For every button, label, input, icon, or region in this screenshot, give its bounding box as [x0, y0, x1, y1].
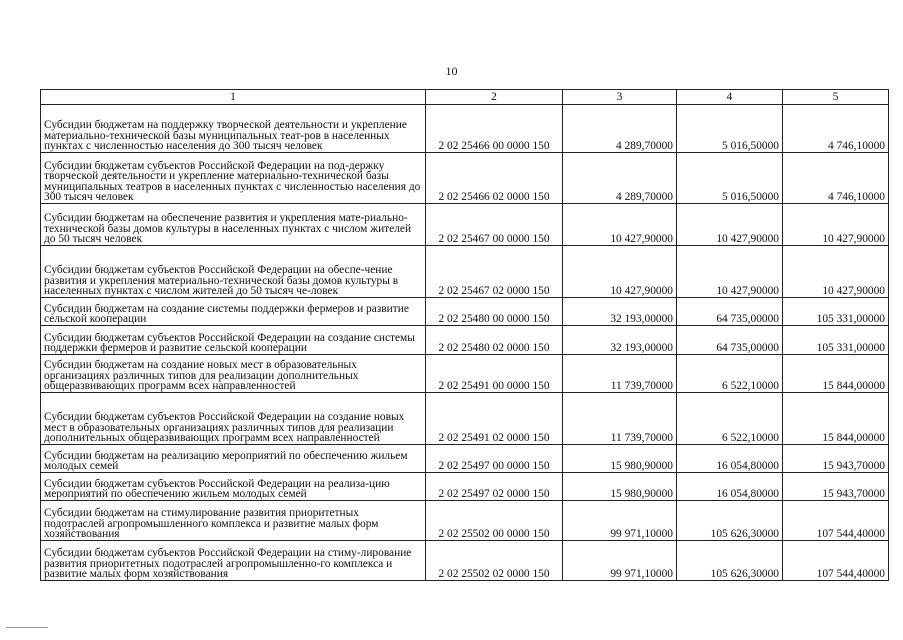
- row-name: Субсидии бюджетам субъектов Российской Федерации на стиму-лирование развития приоритетных подотраслей агропромышленно-го комплекса и развитие малых форм хозяйствования: [41, 541, 426, 581]
- header-row: [41, 90, 889, 105]
- row-code: 2 02 25497 00 0000 150: [426, 445, 563, 473]
- header-col-5: 5: [783, 90, 889, 105]
- row-code: 2 02 25491 02 0000 150: [426, 393, 563, 445]
- row-value-4: 5 016,50000: [677, 153, 783, 204]
- row-value-5: 107 544,40000: [783, 541, 889, 581]
- row-value-4: 105 626,30000: [677, 541, 783, 581]
- row-value-3: 4 289,70000: [563, 105, 677, 153]
- row-name: Субсидии бюджетам на обеспечение развития и укрепления мате-риально-технической базы домов культуры в населенных пунктах с числом жителей до 50 тысяч человек: [41, 204, 426, 246]
- header-col-2: 2: [426, 90, 563, 105]
- row-value-4: 5 016,50000: [677, 105, 783, 153]
- row-value-3: 11 739,70000: [563, 393, 677, 445]
- row-name: Субсидии бюджетам на поддержку творческой деятельности и укрепление материально-технической базы муниципальных теат-ров в населенных пунктах с численностью населения до 300 тысяч человек: [41, 105, 426, 153]
- row-value-4: 16 054,80000: [677, 445, 783, 473]
- row-value-3: 99 971,10000: [563, 541, 677, 581]
- row-name: Субсидии бюджетам на реализацию мероприятий по обеспечению жильем молодых семей: [41, 445, 426, 473]
- row-value-3: 15 980,90000: [563, 473, 677, 501]
- table-row: [41, 445, 889, 473]
- row-code: 2 02 25467 02 0000 150: [426, 246, 563, 298]
- row-value-5: 15 943,70000: [783, 445, 889, 473]
- header-col-3: 3: [563, 90, 677, 105]
- row-name: Субсидии бюджетам субъектов Российской Федерации на под-держку творческой деятельности и укрепление материально-технической базы муниципальных театров в населенных пунктах с численностью населения до 300 тысяч человек: [41, 153, 426, 204]
- table-row: [41, 153, 889, 204]
- row-code: 2 02 25491 00 0000 150: [426, 355, 563, 393]
- row-name: Субсидии бюджетам субъектов Российской Федерации на создание новых мест в образовательных организациях различных типов для реализации дополнительных общеразвивающих программ всех направленностей: [41, 393, 426, 445]
- table-row: [41, 501, 889, 541]
- row-code: 2 02 25502 00 0000 150: [426, 501, 563, 541]
- row-value-4: 16 054,80000: [677, 473, 783, 501]
- header-col-1: 1: [41, 90, 426, 105]
- table-row: [41, 326, 889, 355]
- row-value-5: 107 544,40000: [783, 501, 889, 541]
- row-name: Субсидии бюджетам субъектов Российской Федерации на создание системы поддержки фермеров и развитие сельской кооперации: [41, 326, 426, 355]
- row-value-4: 10 427,90000: [677, 246, 783, 298]
- table-row: [41, 541, 889, 581]
- row-value-5: 15 943,70000: [783, 473, 889, 501]
- row-value-5: 10 427,90000: [783, 246, 889, 298]
- row-value-3: 32 193,00000: [563, 298, 677, 326]
- row-code: 2 02 25467 00 0000 150: [426, 204, 563, 246]
- row-value-4: 64 735,00000: [677, 298, 783, 326]
- table-row: [41, 246, 889, 298]
- row-value-3: 10 427,90000: [563, 204, 677, 246]
- row-value-3: 15 980,90000: [563, 445, 677, 473]
- row-value-4: 10 427,90000: [677, 204, 783, 246]
- row-code: 2 02 25502 02 0000 150: [426, 541, 563, 581]
- row-code: 2 02 25497 02 0000 150: [426, 473, 563, 501]
- row-code: 2 02 25480 02 0000 150: [426, 326, 563, 355]
- page-number: 10: [445, 64, 458, 78]
- budget-table: [40, 89, 889, 581]
- table-body: [41, 105, 889, 581]
- row-value-3: 32 193,00000: [563, 326, 677, 355]
- row-code: 2 02 25466 00 0000 150: [426, 105, 563, 153]
- scan-edge-mark: [6, 627, 48, 628]
- row-value-4: 6 522,10000: [677, 355, 783, 393]
- row-code: 2 02 25480 00 0000 150: [426, 298, 563, 326]
- header-col-4: 4: [677, 90, 783, 105]
- row-value-5: 15 844,00000: [783, 393, 889, 445]
- table-row: [41, 298, 889, 326]
- row-code: 2 02 25466 02 0000 150: [426, 153, 563, 204]
- row-value-5: 105 331,00000: [783, 326, 889, 355]
- row-value-5: 105 331,00000: [783, 298, 889, 326]
- row-value-5: 4 746,10000: [783, 153, 889, 204]
- row-value-3: 11 739,70000: [563, 355, 677, 393]
- row-value-4: 105 626,30000: [677, 501, 783, 541]
- row-name: Субсидии бюджетам субъектов Российской Федерации на реализа-цию мероприятий по обеспечению жильем молодых семей: [41, 473, 426, 501]
- row-name: Субсидии бюджетам субъектов Российской Федерации на обеспе-чение развития и укрепления материально-технической базы домов культуры в населенных пунктах с числом жителей до 50 тысяч че-ловек: [41, 246, 426, 298]
- table-row: [41, 105, 889, 153]
- row-value-4: 6 522,10000: [677, 393, 783, 445]
- row-value-4: 64 735,00000: [677, 326, 783, 355]
- row-value-5: 10 427,90000: [783, 204, 889, 246]
- row-value-3: 99 971,10000: [563, 501, 677, 541]
- row-value-5: 15 844,00000: [783, 355, 889, 393]
- row-name: Субсидии бюджетам на создание системы поддержки фермеров и развитие сельской кооперации: [41, 298, 426, 326]
- table-row: [41, 473, 889, 501]
- row-value-3: 4 289,70000: [563, 153, 677, 204]
- row-value-5: 4 746,10000: [783, 105, 889, 153]
- row-name: Субсидии бюджетам на создание новых мест в образовательных организациях различных типов для реализации дополнительных общеразвивающих программ всех направленностей: [41, 355, 426, 393]
- row-value-3: 10 427,90000: [563, 246, 677, 298]
- row-name: Субсидии бюджетам на стимулирование развития приоритетных подотраслей агропромышленного комплекса и развитие малых форм хозяйствования: [41, 501, 426, 541]
- table-row: [41, 393, 889, 445]
- table-row: [41, 204, 889, 246]
- table-row: [41, 355, 889, 393]
